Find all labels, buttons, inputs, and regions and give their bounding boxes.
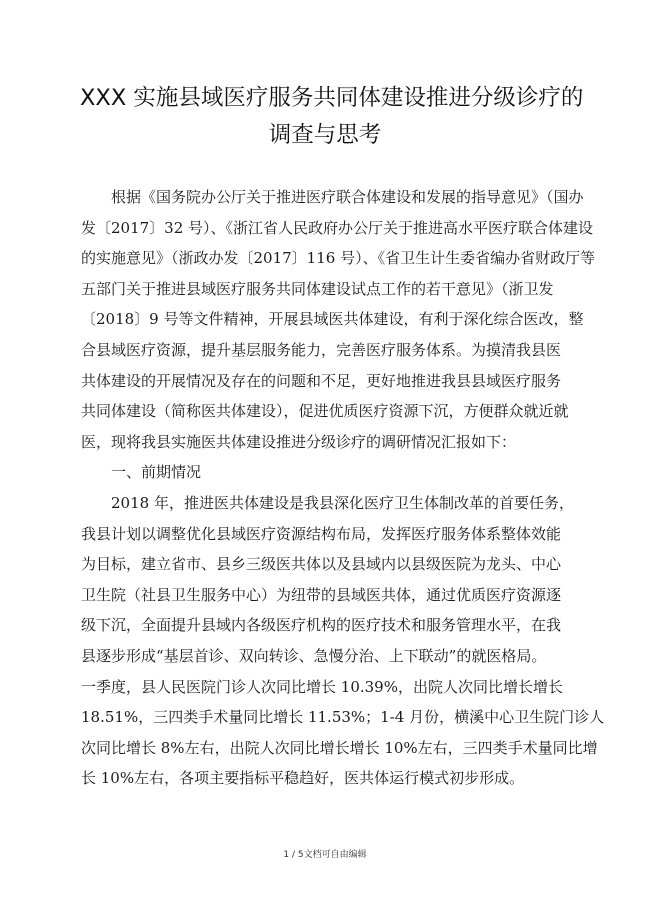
section1-paragraph (81, 488, 605, 794)
intro-line: 医，现将我县实施医共体建设推进分级诊疗的调研情况汇报如下： (81, 432, 517, 451)
intro-line: 五部门关于推进县域医疗服务共同体建设试点工作的若干意见》（浙卫发 (81, 279, 554, 298)
intro-paragraph (81, 182, 596, 457)
intro-line: 的实施意见》（浙政办发〔2017〕116 号）、《省卫生计生委省编办省财政厅等 (81, 249, 596, 268)
section-heading: 一、前期情况 (111, 463, 202, 482)
intro-line: 共体建设的开展情况及存在的问题和不足，更好地推进我县县域医疗服务 (81, 371, 562, 390)
section1-line: 卫生院（社县卫生服务中心）为纽带的县域医共体，通过优质医疗资源逐 (81, 585, 562, 604)
section1-line: 2018 年，推进医共体建设是我县深化医疗卫生体制改革的首要任务， (111, 493, 574, 512)
document-title (80, 80, 584, 154)
intro-line: 共同体建设（简称医共体建设），促进优质医疗资源下沉，方便群众就近就 (81, 402, 569, 421)
section1-line: 县逐步形成“基层首诊、双向转诊、急慢分治、上下联动”的就医格局。 (81, 646, 547, 665)
section1-line: 18.51%，三四类手术量同比增长 11.53%；1-4 月份，横溪中心卫生院门诊人 (81, 708, 605, 727)
intro-line: 〔2018〕9 号等文件精神，开展县域医共体建设，有利于深化综合医改，整 (81, 310, 584, 329)
intro-line: 发〔2017〕32 号）、《浙江省人民政府办公厅关于推进高水平医疗联合体建设 (81, 218, 594, 237)
section1-line: 级下沉，全面提升县域内各级医疗机构的医疗技术和服务管理水平，在我 (81, 616, 562, 635)
section1-line: 我县计划以调整优化县域医疗资源结构布局，发挥医疗服务体系整体效能 (81, 524, 562, 543)
intro-line: 合县域医疗资源，提升基层服务能力，完善医疗服务体系。为摸清我县医 (81, 340, 562, 359)
title-line-1: XXX 实施县域医疗服务共同体建设推进分级诊疗的 (80, 85, 584, 111)
section1-line: 为目标，建立省市、县乡三级医共体以及县域内以县级医院为龙头、中心 (81, 555, 562, 574)
page-footer: 1 / 5文档可自由编辑 (283, 850, 367, 860)
intro-line: 根据《国务院办公厅关于推进医疗联合体建设和发展的指导意见》（国办 (111, 188, 584, 206)
section1-line: 长 10%左右，各项主要指标平稳趋好，医共体运行模式初步形成。 (81, 769, 525, 788)
title-line-2: 调查与思考 (268, 122, 382, 148)
document-body (81, 182, 605, 794)
section1-line: 一季度，县人民医院门诊人次同比增长 10.39%，出院人次同比增长增长 (81, 677, 563, 696)
section1-line: 次同比增长 8%左右，出院人次同比增长增长 10%左右，三四类手术量同比增 (81, 738, 598, 757)
